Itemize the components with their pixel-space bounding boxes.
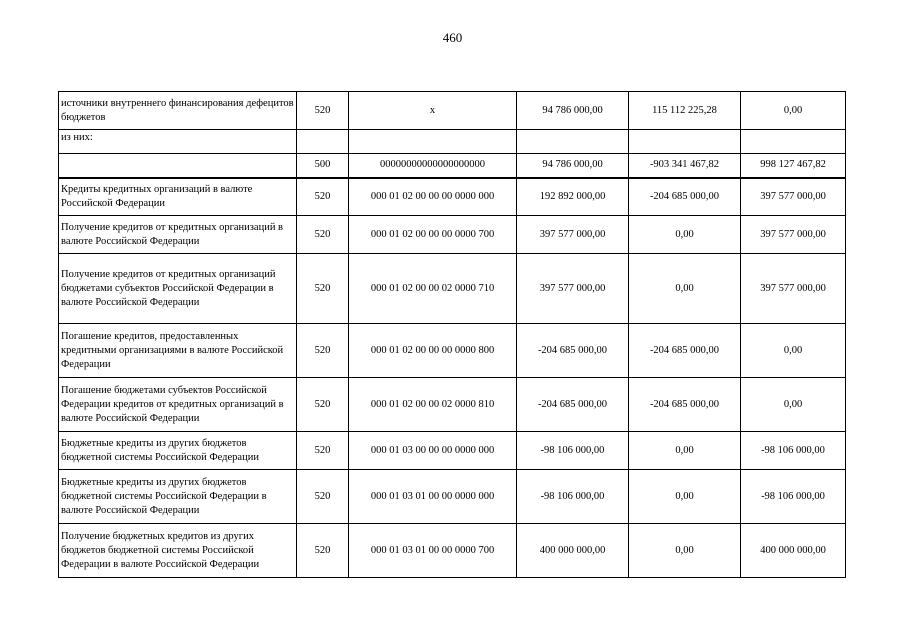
row-name-cell: Погашение кредитов, предоставленных кредитными организациями в валюте Российской Федерации — [59, 324, 297, 378]
row-name-cell: источники внутреннего финансирования дефецитов бюджетов — [59, 92, 297, 130]
row-value1-cell: -98 106 000,00 — [517, 470, 629, 524]
row-kbk-cell: 000 01 03 01 00 00 0000 700 — [349, 524, 517, 578]
row-name-cell: Получение бюджетных кредитов из других бюджетов бюджетной системы Российской Федерации в валюте Российской Федерации — [59, 524, 297, 578]
row-code-cell: 520 — [297, 254, 349, 324]
row-value3-cell: 0,00 — [741, 324, 846, 378]
row-kbk-cell: 000 01 03 01 00 00 0000 000 — [349, 470, 517, 524]
table-row — [59, 432, 846, 470]
row-name-cell: Получение кредитов от кредитных организаций бюджетами субъектов Российской Федерации в валюте Российской Федерации — [59, 254, 297, 324]
row-value2-cell: 0,00 — [629, 254, 741, 324]
row-value1-cell: -204 685 000,00 — [517, 378, 629, 432]
row-code-cell: 500 — [297, 154, 349, 178]
row-kbk-cell: 000 01 03 00 00 00 0000 000 — [349, 432, 517, 470]
row-value3-cell: 0,00 — [741, 92, 846, 130]
row-value3-cell: 397 577 000,00 — [741, 254, 846, 324]
row-value2-cell: -204 685 000,00 — [629, 378, 741, 432]
row-name-cell — [59, 154, 297, 178]
row-value2-cell: 0,00 — [629, 216, 741, 254]
row-kbk-cell: 00000000000000000000 — [349, 154, 517, 178]
row-value3-cell — [741, 130, 846, 154]
row-kbk-cell: 000 01 02 00 00 00 0000 700 — [349, 216, 517, 254]
row-value2-cell: 115 112 225,28 — [629, 92, 741, 130]
row-kbk-cell: 000 01 02 00 00 02 0000 710 — [349, 254, 517, 324]
page-number: 460 — [442, 30, 463, 45]
row-value1-cell: 94 786 000,00 — [517, 92, 629, 130]
row-value3-cell: 998 127 467,82 — [741, 154, 846, 178]
row-value3-cell: 400 000 000,00 — [741, 524, 846, 578]
row-value1-cell: 192 892 000,00 — [517, 178, 629, 216]
row-kbk-cell — [349, 130, 517, 154]
row-value1-cell: 397 577 000,00 — [517, 254, 629, 324]
row-name-cell: Получение кредитов от кредитных организаций в валюте Российской Федерации — [59, 216, 297, 254]
row-value2-cell: 0,00 — [629, 524, 741, 578]
row-value1-cell: -98 106 000,00 — [517, 432, 629, 470]
row-value3-cell: -98 106 000,00 — [741, 432, 846, 470]
row-code-cell: 520 — [297, 432, 349, 470]
row-value3-cell: -98 106 000,00 — [741, 470, 846, 524]
row-value2-cell: -204 685 000,00 — [629, 178, 741, 216]
row-name-cell: Бюджетные кредиты из других бюджетов бюджетной системы Российской Федерации в валюте Российской Федерации — [59, 470, 297, 524]
row-value3-cell: 397 577 000,00 — [741, 216, 846, 254]
table-row — [59, 470, 846, 524]
row-value2-cell — [629, 130, 741, 154]
table-row — [59, 154, 846, 178]
row-value1-cell: 400 000 000,00 — [517, 524, 629, 578]
row-name-cell: Погашение бюджетами субъектов Российской Федерации кредитов от кредитных организаций в валюте Российской Федерации — [59, 378, 297, 432]
row-name-cell: Бюджетные кредиты из других бюджетов бюджетной системы Российской Федерации — [59, 432, 297, 470]
row-code-cell: 520 — [297, 324, 349, 378]
row-value2-cell: 0,00 — [629, 470, 741, 524]
row-value3-cell: 0,00 — [741, 378, 846, 432]
row-value3-cell: 397 577 000,00 — [741, 178, 846, 216]
row-kbk-cell: 000 01 02 00 00 00 0000 800 — [349, 324, 517, 378]
table-row — [59, 524, 846, 578]
row-code-cell: 520 — [297, 92, 349, 130]
row-kbk-cell: x — [349, 92, 517, 130]
row-value1-cell: 94 786 000,00 — [517, 154, 629, 178]
budget-sources-table — [58, 91, 846, 578]
row-code-cell: 520 — [297, 216, 349, 254]
row-name-cell: Кредиты кредитных организаций в валюте Российской Федерации — [59, 178, 297, 216]
table-row — [59, 178, 846, 216]
row-value1-cell: 397 577 000,00 — [517, 216, 629, 254]
table-row — [59, 378, 846, 432]
row-code-cell: 520 — [297, 178, 349, 216]
row-code-cell: 520 — [297, 378, 349, 432]
table-row — [59, 254, 846, 324]
row-code-cell — [297, 130, 349, 154]
table-row — [59, 92, 846, 130]
row-kbk-cell: 000 01 02 00 00 02 0000 810 — [349, 378, 517, 432]
row-value2-cell: -204 685 000,00 — [629, 324, 741, 378]
row-name-cell: из них: — [59, 130, 297, 154]
row-code-cell: 520 — [297, 524, 349, 578]
row-code-cell: 520 — [297, 470, 349, 524]
row-value2-cell: -903 341 467,82 — [629, 154, 741, 178]
row-value2-cell: 0,00 — [629, 432, 741, 470]
row-value1-cell: -204 685 000,00 — [517, 324, 629, 378]
row-kbk-cell: 000 01 02 00 00 00 0000 000 — [349, 178, 517, 216]
table-row — [59, 324, 846, 378]
row-value1-cell — [517, 130, 629, 154]
table-row — [59, 216, 846, 254]
table-row — [59, 130, 846, 154]
